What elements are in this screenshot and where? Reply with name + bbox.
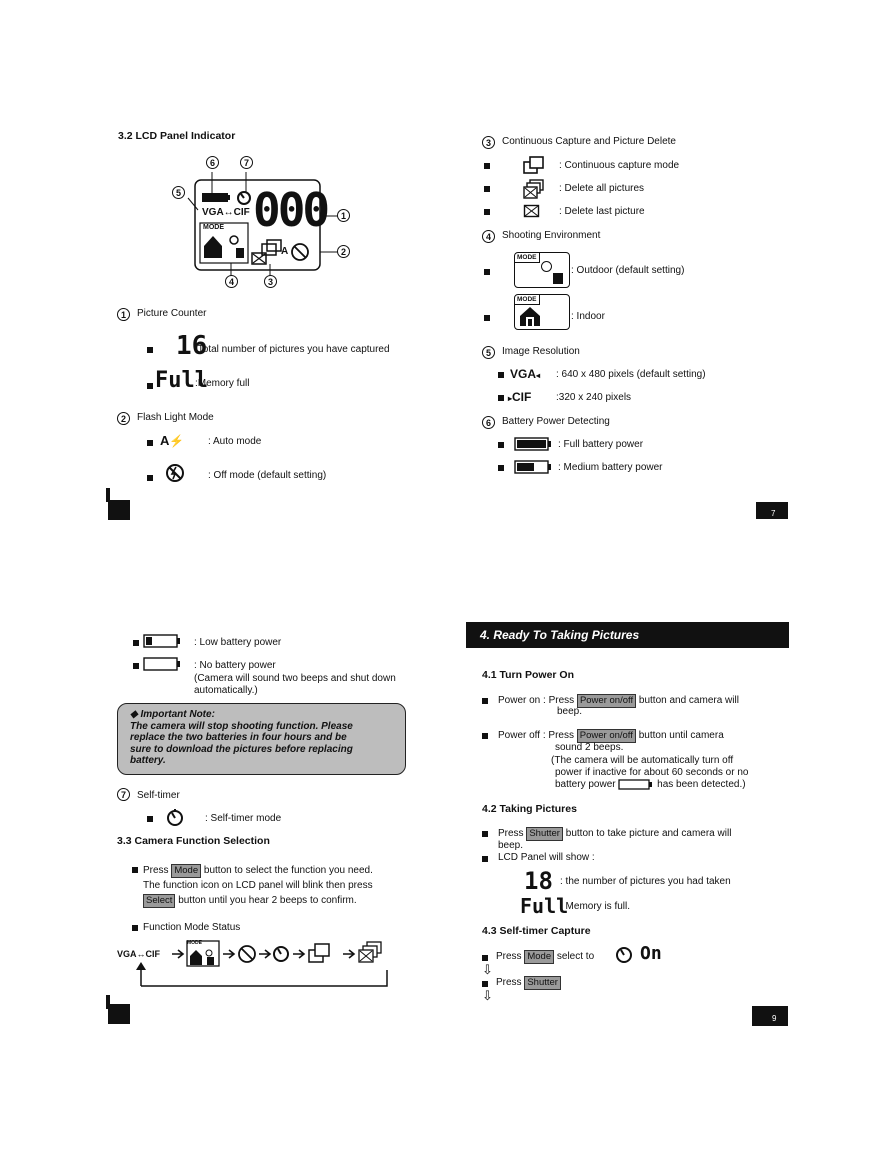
battery-title: Battery Power Detecting bbox=[502, 416, 610, 427]
section-heading-selftimer: 4.3 Self-timer Capture bbox=[482, 925, 591, 937]
page-tab-marker bbox=[108, 1004, 130, 1024]
power-off-line: sound 2 beeps. bbox=[555, 742, 624, 753]
bullet bbox=[133, 640, 139, 646]
cif-label: ▸CIF bbox=[508, 390, 532, 404]
shutter-key[interactable]: Shutter bbox=[526, 827, 563, 841]
shutter-key[interactable]: Shutter bbox=[524, 976, 561, 990]
battery-none-note: automatically.) bbox=[194, 685, 258, 696]
bullet bbox=[482, 733, 488, 739]
bullet bbox=[147, 347, 153, 353]
bullet bbox=[484, 209, 490, 215]
callout-7: 7 bbox=[240, 156, 253, 169]
bullet bbox=[484, 186, 490, 192]
section-heading-function: 3.3 Camera Function Selection bbox=[117, 835, 270, 847]
mode-key[interactable]: Mode bbox=[524, 950, 554, 964]
note-line: The camera will stop shooting function. Please bbox=[130, 720, 353, 732]
lcd-battery-icon bbox=[202, 193, 230, 202]
lcd-mode-label: MODE bbox=[203, 224, 224, 231]
power-key[interactable]: Power on/off bbox=[577, 729, 636, 743]
bullet bbox=[484, 163, 490, 169]
full-example-desc: :Memory full bbox=[195, 378, 250, 389]
chapter-banner: 4. Ready To Taking Pictures bbox=[466, 622, 789, 648]
power-off-line: Power off : Press Power on/off button until camera bbox=[498, 730, 724, 741]
battery-medium-icon bbox=[514, 460, 552, 474]
battery-low-icon bbox=[143, 634, 183, 648]
count-desc: : the number of pictures you had taken bbox=[560, 876, 731, 887]
counter-example: 16 bbox=[176, 331, 208, 361]
vga-desc: : 640 x 480 pixels (default setting) bbox=[556, 369, 706, 380]
page-tab-marker bbox=[752, 1006, 788, 1026]
shooting-title: Shooting Environment bbox=[502, 230, 601, 241]
down-arrow-icon: ⇩ bbox=[482, 988, 493, 1003]
counter-example-desc: :Total number of pictures you have captured bbox=[195, 344, 390, 355]
mode-label: MODE bbox=[515, 253, 540, 263]
bullet bbox=[147, 383, 153, 389]
bullet bbox=[498, 395, 504, 401]
num-3: 3 bbox=[482, 136, 495, 149]
callout-5: 5 bbox=[172, 186, 185, 199]
full-example: Full bbox=[520, 894, 569, 918]
num-4: 4 bbox=[482, 230, 495, 243]
flash-off-desc: : Off mode (default setting) bbox=[208, 470, 327, 481]
function-mode-flow bbox=[115, 938, 405, 990]
self-timer-title: Self-timer bbox=[137, 790, 180, 801]
self-timer-icon bbox=[614, 945, 634, 965]
note-line: sure to download the pictures before replacing bbox=[130, 743, 353, 755]
full-desc: : Memory is full. bbox=[560, 901, 631, 912]
lcd-counter-digits: 000 bbox=[253, 183, 328, 237]
page-number: 7 bbox=[771, 509, 776, 518]
flow-resolution: VGA↔CIF bbox=[117, 949, 161, 959]
num-6: 6 bbox=[482, 416, 495, 429]
outdoor-desc: : Outdoor (default setting) bbox=[571, 265, 685, 276]
bullet bbox=[484, 315, 490, 321]
note-line: ◆ Important Note: bbox=[130, 709, 215, 720]
timer-on-label: On bbox=[640, 943, 662, 964]
power-on-line: Power on : Press Power on/off button and camera will bbox=[498, 695, 739, 706]
house-icon bbox=[519, 305, 541, 327]
num-1: 1 bbox=[117, 308, 130, 321]
mode-label: MODE bbox=[515, 295, 540, 305]
select-line: The function icon on LCD panel will blink then press bbox=[143, 880, 373, 891]
bullet bbox=[132, 867, 138, 873]
resolution-title: Image Resolution bbox=[502, 346, 580, 357]
num-2: 2 bbox=[117, 412, 130, 425]
select-line: Press Mode button to select the function you need. bbox=[143, 865, 373, 876]
flash-auto-icon: A⚡ bbox=[160, 433, 185, 448]
battery-medium-desc: : Medium battery power bbox=[558, 462, 663, 473]
select-line: Select button until you hear 2 beeps to confirm. bbox=[143, 894, 357, 908]
bullet bbox=[147, 816, 153, 822]
continuous-capture-icon bbox=[522, 155, 546, 175]
battery-empty-icon bbox=[143, 657, 183, 671]
bullet bbox=[498, 465, 504, 471]
lcd-diagram bbox=[150, 150, 370, 295]
bullet bbox=[482, 955, 488, 961]
bullet bbox=[498, 442, 504, 448]
section-heading-taking: 4.2 Taking Pictures bbox=[482, 803, 577, 815]
cif-desc: :320 x 240 pixels bbox=[556, 392, 632, 403]
selftimer-step-2: Press Shutter bbox=[496, 976, 561, 990]
shutter-line: beep. bbox=[498, 840, 524, 851]
indoor-mode-icon bbox=[514, 294, 570, 330]
self-timer-icon bbox=[165, 808, 185, 828]
section-heading-lcd: 3.2 LCD Panel Indicator bbox=[118, 130, 236, 142]
down-arrow-icon: ⇩ bbox=[482, 962, 493, 977]
outdoor-mode-icon bbox=[514, 252, 570, 288]
select-key[interactable]: Select bbox=[143, 894, 175, 908]
power-key[interactable]: Power on/off bbox=[577, 694, 636, 708]
lcd-resolution-label: VGA↔CIF bbox=[202, 207, 250, 218]
bullet bbox=[147, 440, 153, 446]
flash-mode-title: Flash Light Mode bbox=[137, 412, 214, 423]
mode-key[interactable]: Mode bbox=[171, 864, 201, 878]
flash-off-icon bbox=[164, 462, 186, 484]
delete-all-desc: : Delete all pictures bbox=[559, 183, 645, 194]
power-off-note: (The camera will be automatically turn off bbox=[551, 755, 734, 766]
delete-all-icon bbox=[522, 178, 546, 200]
important-note-box bbox=[117, 703, 406, 775]
callout-6: 6 bbox=[206, 156, 219, 169]
sun-icon bbox=[541, 261, 552, 272]
continuous-mode-desc: : Continuous capture mode bbox=[559, 160, 680, 171]
full-example: Full bbox=[155, 368, 208, 393]
count-example: 18 bbox=[524, 867, 553, 895]
bullet bbox=[133, 663, 139, 669]
shutter-line: Press Shutter button to take picture and camera will bbox=[498, 828, 732, 839]
bullet bbox=[482, 831, 488, 837]
battery-low-desc: : Low battery power bbox=[194, 637, 282, 648]
bullet bbox=[484, 269, 490, 275]
delete-last-icon bbox=[523, 204, 541, 219]
flash-auto-desc: : Auto mode bbox=[208, 436, 262, 447]
callout-3: 3 bbox=[264, 275, 277, 288]
picture-counter-title: Picture Counter bbox=[137, 308, 207, 319]
num-7: 7 bbox=[117, 788, 130, 801]
num-5: 5 bbox=[482, 346, 495, 359]
self-timer-desc: : Self-timer mode bbox=[205, 813, 282, 824]
indoor-desc: : Indoor bbox=[571, 311, 605, 322]
power-on-line: beep. bbox=[557, 706, 583, 717]
person-icon bbox=[553, 273, 563, 284]
note-line: replace the two batteries in four hours and be bbox=[130, 732, 347, 743]
lcd-show-line: LCD Panel will show : bbox=[498, 852, 595, 863]
continuous-title: Continuous Capture and Picture Delete bbox=[502, 136, 676, 147]
bullet bbox=[147, 475, 153, 481]
power-off-note: power if inactive for about 60 seconds or no bbox=[555, 767, 749, 778]
section-heading-power: 4.1 Turn Power On bbox=[482, 669, 574, 681]
battery-full-desc: : Full battery power bbox=[558, 439, 644, 450]
bullet bbox=[482, 981, 488, 987]
battery-none-note: (Camera will sound two beeps and shut down bbox=[194, 673, 396, 684]
callout-2: 2 bbox=[337, 245, 350, 258]
power-off-note: battery power has been detected.) bbox=[555, 779, 746, 791]
note-line: battery. bbox=[130, 755, 166, 766]
bullet bbox=[498, 372, 504, 378]
battery-empty-icon bbox=[618, 779, 654, 790]
function-status-title: Function Mode Status bbox=[143, 922, 241, 933]
delete-last-desc: : Delete last picture bbox=[559, 206, 645, 217]
page-number: 9 bbox=[772, 1014, 777, 1023]
bullet bbox=[482, 698, 488, 704]
lcd-flash-auto-label: A bbox=[281, 246, 289, 257]
callout-1: 1 bbox=[337, 209, 350, 222]
page-tab-marker bbox=[108, 500, 130, 520]
battery-full-icon bbox=[514, 437, 552, 451]
callout-4: 4 bbox=[225, 275, 238, 288]
bullet bbox=[132, 925, 138, 931]
battery-none-desc: : No battery power bbox=[194, 660, 276, 671]
selftimer-step-1: Press Mode select to bbox=[496, 951, 595, 962]
vga-label: VGA◂ bbox=[510, 367, 541, 381]
bullet bbox=[482, 856, 488, 862]
flow-mode-label: MODE bbox=[187, 940, 202, 946]
